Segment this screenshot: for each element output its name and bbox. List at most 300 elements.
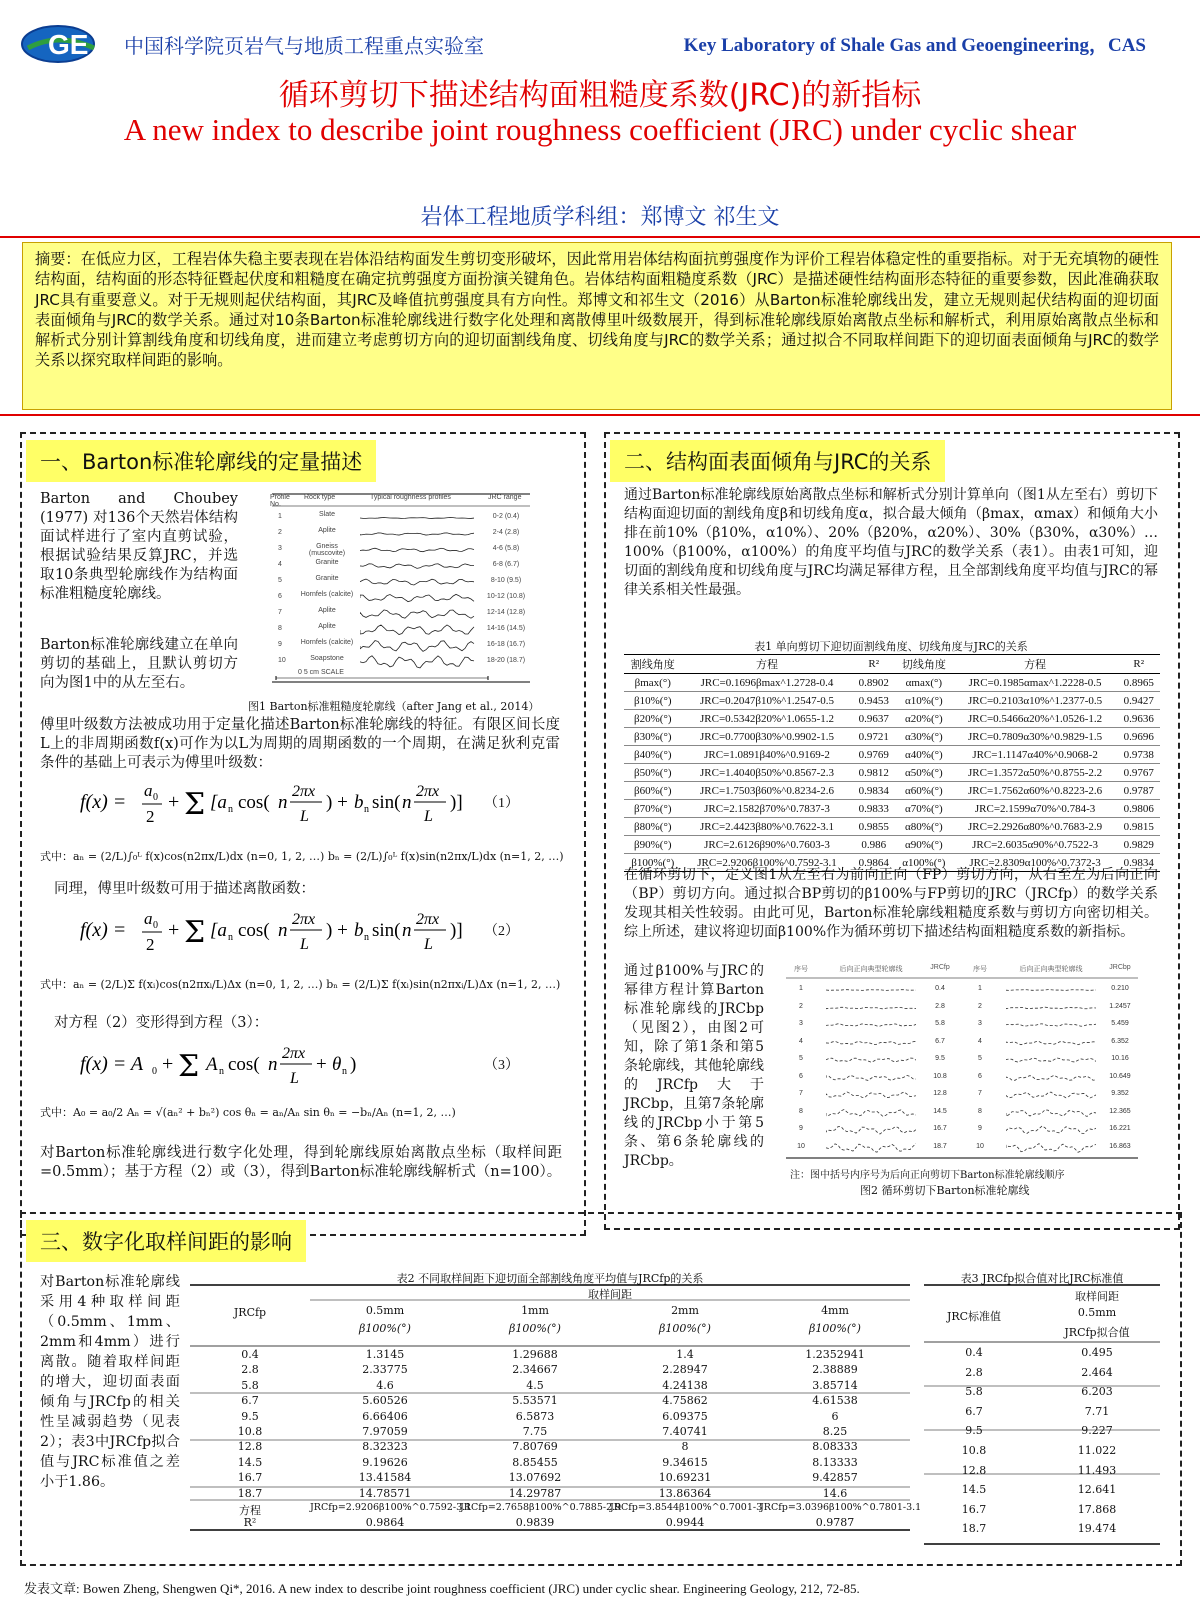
- equation-2-number: （2）: [484, 924, 519, 939]
- sec1-discrete: 同理，傅里叶级数可用于描述离散函数：: [54, 881, 315, 897]
- table-1-cell: 0.9829: [1117, 836, 1160, 854]
- abstract-box: 摘要：在低应力区，工程岩体失稳主要表现在岩体沿结构面发生剪切变形破坏，因此常用岩体结构面抗剪强度作为评价工程岩体稳定性的重要指标。对于无充填物的硬性结构面，结构面的形态特征暨起伏度和粗糙度在确定抗剪强度方面扮演关键角色。岩体结构面粗糙度系数（JRC）是描述硬性结构面形态特征的重要参数，因此准确获取JRC具有重要意义。对于无规则起伏结构面，其JRC及峰值抗剪强度具有方向性。郑博文和祁生文（2016）从Barton标准轮廓线出发，建立无规则起伏结构面的迎切面表面倾角与JRC的数学关系。通过对10条Barton标准轮廓线进行数字化处理和离散傅里叶级数展开，得到标准轮廓线原始离散点坐标和解析式，利用原始离散点坐标和解析式分别计算割线角度和切线角度，进而建立考虑剪切方向的迎切面割线角度、切线角度与JRC的数学关系；通过拟合不同取样间距下的迎切面表面倾角与JRC的数学关系以探究取样间距的影响。: [22, 242, 1172, 410]
- fig2-header: 序号: [973, 966, 987, 973]
- table-1-cell: JRC=1.1147α40%^0.9068-2: [953, 746, 1118, 764]
- table-3-cell: 0.495: [1081, 1346, 1113, 1359]
- fig2-cell: 2.8: [935, 1002, 945, 1010]
- table-2-equation: JRCfp=2.9206β100%^0.7592-3.1: [310, 1502, 472, 1513]
- fig2-cell: 3: [978, 1020, 982, 1027]
- svg-text:Σ: Σ: [184, 787, 206, 822]
- section-2-title: 二、结构面表面倾角与JRC的关系: [610, 440, 945, 482]
- table-1: [624, 654, 1160, 872]
- table-2-unit: β100%(°): [659, 1322, 711, 1335]
- fig1-profile-no: 4: [278, 561, 282, 568]
- table-2-r2-label: R²: [243, 1516, 257, 1529]
- svg-text:[a: [a: [210, 792, 227, 813]
- fig2-profile-line: [1006, 1140, 1096, 1156]
- table-3-cell: 5.8: [965, 1385, 983, 1399]
- fig2-cell: 5: [799, 1055, 803, 1062]
- table-1-cell: JRC=2.9206β100%^0.7592-3.1: [682, 854, 853, 872]
- table-1-cell: JRC=2.1599α70%^0.784-3: [953, 800, 1118, 818]
- svg-text:2πx: 2πx: [416, 911, 440, 928]
- fig1-header-no: Profile No.: [270, 494, 290, 508]
- table-1-cell: α60%(°): [895, 782, 953, 800]
- fig1-profile-no: 5: [278, 577, 282, 584]
- equation-1-note: 式中：aₙ = (2/L)∫₀ᴸ f(x)cos(n2πx/L)dx (n=0, 1, 2, …) bₙ = (2/L)∫₀ᴸ f(x)sin(n2πx/L)dx (n=1, 2, …): [40, 850, 564, 863]
- svg-text:): ): [350, 1054, 357, 1075]
- figure-2: [786, 962, 1138, 1160]
- fig1-profile-row: [268, 638, 530, 654]
- table-2-cell: 13.07692: [508, 1471, 562, 1485]
- svg-text:) +: ) +: [326, 920, 348, 941]
- table-1-row: [624, 782, 1160, 800]
- fig1-profile-row: [268, 590, 530, 606]
- fig2-profile-line: [826, 1070, 916, 1086]
- equation-3: [80, 1038, 540, 1088]
- svg-text:+: +: [168, 919, 180, 941]
- table-2-equation: JRCfp=2.7658β100%^0.7885-2.9: [460, 1502, 622, 1513]
- table-1-cell: βmax(°): [624, 674, 682, 692]
- fig1-rock-type: Aplite: [318, 607, 336, 614]
- table-2-cell: 8.32323: [362, 1440, 408, 1454]
- fig2-cell: 7: [978, 1090, 982, 1097]
- table-1-cell: JRC=0.7809α30%^0.9829-1.5: [953, 728, 1118, 746]
- table-3-col2-mid: 0.5mm: [1077, 1306, 1117, 1319]
- fig1-profile-no: 1: [278, 513, 282, 520]
- figure-1: [268, 492, 534, 692]
- fig1-profile-line: [360, 590, 476, 606]
- table-1-cell: JRC=2.6035α90%^0.7522-3: [953, 836, 1118, 854]
- table-2-cell: 9.5: [241, 1409, 259, 1423]
- table-2-cell: 9.19626: [362, 1455, 408, 1469]
- table-1-cell: β50%(°): [624, 764, 682, 782]
- svg-text:a: a: [144, 781, 153, 800]
- table-2-cell: 5.60526: [362, 1394, 408, 1408]
- table-2-cell: 5.8: [241, 1378, 259, 1392]
- fig2-profile-line: [826, 982, 916, 998]
- fig2-profile-line: [826, 1017, 916, 1033]
- table-1-cell: αmax(°): [895, 674, 953, 692]
- table-1-cell: 0.9834: [1117, 854, 1160, 872]
- table-2-cell: 14.5: [237, 1455, 263, 1469]
- table-2-cell: 10.69231: [658, 1471, 712, 1485]
- table-2-cell: 2.34667: [512, 1363, 558, 1377]
- fig1-profile-row: [268, 622, 530, 638]
- equation-2-note: 式中：aₙ = (2/L)Σ f(xᵢ)cos(n2πxᵢ/L)Δx (n=0, 1, 2, …) bₙ = (2/L)Σ f(xᵢ)sin(n2πxᵢ/L)Δx (n=1, 2, …): [40, 978, 561, 991]
- table-3-cell: 2.8: [965, 1365, 983, 1379]
- figure-2-caption: 图2 循环剪切下Barton标准轮廓线: [860, 1184, 1030, 1197]
- table-2-cell: 14.78571: [358, 1486, 412, 1500]
- table-2-cell: 2.33775: [362, 1363, 408, 1377]
- fig1-rock-type: Gneiss (muscovite): [308, 543, 346, 557]
- fig2-cell: 9.5: [935, 1055, 945, 1062]
- table-2-spacing: 1mm: [521, 1304, 549, 1317]
- table-2-cell: 13.86364: [658, 1486, 712, 1500]
- table-3-cell: 6.203: [1081, 1385, 1113, 1399]
- fig2-profile-line: [1006, 1122, 1096, 1138]
- fig1-rock-type: Hornfels (calcite): [300, 591, 354, 598]
- table-2-cell: 9.42857: [812, 1471, 858, 1485]
- table-1-cell: JRC=2.8309α100%^0.7372-3: [953, 854, 1118, 872]
- lab-logo: [18, 18, 114, 68]
- table-2-cell: 18.7: [237, 1486, 263, 1500]
- fig2-profile-line: [1006, 1035, 1096, 1051]
- table-3-cell: 0.4: [965, 1346, 983, 1359]
- table-2-cell: 2.38889: [812, 1363, 858, 1377]
- table-2-cell: 14.29787: [508, 1486, 562, 1500]
- fig2-cell: 16.7: [933, 1125, 947, 1132]
- fig2-profile-line: [1006, 982, 1096, 998]
- fig1-profile-line: [360, 558, 476, 574]
- fig2-cell: 2: [799, 1002, 803, 1010]
- table-2-cell: 4.75862: [662, 1394, 708, 1408]
- fig1-profile-line: [360, 526, 476, 542]
- table-1-row: [624, 836, 1160, 854]
- table-3-cell: 10.8: [961, 1444, 987, 1457]
- table-2-r2: 0.9787: [815, 1516, 855, 1529]
- table-2-cell: 8: [681, 1440, 689, 1454]
- svg-text:2πx: 2πx: [282, 1045, 306, 1062]
- fig2-cell: 3: [799, 1020, 803, 1027]
- divider-top: [0, 236, 1200, 238]
- svg-text:0: 0: [152, 1066, 157, 1077]
- table-1-cell: α50%(°): [895, 764, 953, 782]
- fig2-cell: 5.459: [1111, 1020, 1129, 1027]
- section-3-title: 三、数字化取样间距的影响: [26, 1220, 306, 1262]
- table-1-cell: JRC=0.5342β20%^1.0655-1.2: [682, 710, 853, 728]
- fig2-profile-line: [826, 1087, 916, 1103]
- table-3-cell: 7.71: [1084, 1404, 1110, 1418]
- fig2-cell: 5: [978, 1055, 982, 1062]
- svg-text:2πx: 2πx: [292, 783, 316, 800]
- table-1-cell: α70%(°): [895, 800, 953, 818]
- fig2-cell: 6: [799, 1072, 803, 1080]
- fig1-profile-no: 6: [278, 593, 282, 600]
- fig2-cell: 1.2457: [1109, 1002, 1131, 1010]
- fig1-profile-no: 8: [278, 625, 282, 632]
- svg-text:+: +: [316, 1054, 327, 1075]
- fig1-profile-line: [360, 606, 476, 622]
- svg-text:L: L: [300, 936, 309, 953]
- table-1-cell: JRC=0.7700β30%^0.9902-1.5: [682, 728, 853, 746]
- table-1-cell: β90%(°): [624, 836, 682, 854]
- table-2-cell: 1.3145: [365, 1348, 405, 1361]
- table-1-row: [624, 674, 1160, 692]
- svg-text:f(x) =: f(x) =: [80, 791, 127, 813]
- table-1-cell: 0.9738: [1117, 746, 1160, 764]
- fig2-cell: 4: [799, 1037, 803, 1045]
- table-1-cell: β10%(°): [624, 692, 682, 710]
- table-2-cell: 8.08333: [812, 1440, 858, 1454]
- table-3-cell: 6.7: [965, 1404, 983, 1418]
- fig2-cell: 9: [978, 1125, 982, 1132]
- fig2-profile-line: [826, 1140, 916, 1156]
- table-2-cell: 14.6: [822, 1486, 848, 1500]
- table-2-cell: 7.75: [522, 1425, 548, 1438]
- equation-1-number: （1）: [484, 796, 519, 811]
- table-1-cell: 0.986: [852, 836, 895, 854]
- table-3-cell: 17.868: [1077, 1502, 1117, 1516]
- fig2-cell: 8: [978, 1107, 982, 1115]
- svg-text:n: n: [342, 1066, 347, 1077]
- fig1-header-profile: Typical roughness profiles: [370, 494, 451, 501]
- title-en: A new index to describe joint roughness coefficient (JRC) under cyclic shear: [123, 112, 1077, 147]
- fig2-cell: 10: [797, 1142, 805, 1150]
- svg-text:n: n: [402, 792, 412, 813]
- table-2-cell: 3.85714: [812, 1378, 858, 1392]
- table-1-cell: 0.9812: [852, 764, 895, 782]
- table-2-cell: 6.09375: [662, 1409, 708, 1423]
- sec2-figure-text: 通过β100%与JRC的幂律方程计算Barton标准轮廓线的JRCbp（见图2），由图2可知，除了第1条和第5条轮廓线，其他轮廓线的JRCfp大于JRCbp，且第7条轮廓线的JRCbp小于第5条、第6条轮廓线的JRCbp。: [624, 963, 764, 1169]
- fig2-cell: 0.4: [935, 985, 945, 992]
- fig1-jrc-range: 8-10 (9.5): [490, 577, 522, 584]
- table-1-cell: JRC=2.1582β70%^0.7837-3: [682, 800, 853, 818]
- table-1-cell: 0.9636: [1117, 710, 1160, 728]
- table-2-cell: 4.5: [526, 1378, 544, 1392]
- fig1-rock-type: Aplite: [318, 623, 336, 630]
- svg-text:2πx: 2πx: [416, 783, 440, 800]
- table-1-cell: 0.9696: [1117, 728, 1160, 746]
- table-2-equation: JRCfp=3.8544β100%^0.7001-3: [610, 1502, 763, 1513]
- table-2-cell: 8.13333: [812, 1455, 858, 1469]
- table-1-header: 方程: [682, 655, 853, 674]
- fig2-cell: 0.210: [1111, 985, 1129, 992]
- fig1-scale: 0 5 cm SCALE: [298, 669, 344, 676]
- table-1-caption: 表1 单向剪切下迎切面割线角度、切线角度与JRC的关系: [754, 640, 1028, 653]
- table-3-cell: 2.464: [1081, 1365, 1113, 1379]
- fig2-header: 序号: [794, 966, 808, 973]
- table-1-cell: JRC=2.2926α80%^0.7683-2.9: [953, 818, 1118, 836]
- fig2-cell: 8: [799, 1107, 803, 1115]
- fig1-rock-type: Soapstone: [310, 655, 344, 662]
- authors: 岩体工程地质学科组：郑博文 祁生文: [420, 205, 780, 230]
- svg-text:n: n: [228, 804, 233, 815]
- table-1-cell: 0.9833: [852, 800, 895, 818]
- divider-bottom: [0, 414, 1200, 416]
- table-1-cell: α10%(°): [895, 692, 953, 710]
- sec1-intro: Barton and Choubey (1977) 对136个天然岩体结构面试样进行了室内直剪试验，根据试验结果反算JRC，并选取10条典型轮廓线作为结构面标准粗糙度轮廓线。: [40, 491, 238, 602]
- table-2-cell: 1.2352941: [805, 1348, 865, 1361]
- fig1-jrc-range: 16-18 (16.7): [486, 641, 526, 648]
- table-1-row: [624, 692, 1160, 710]
- table-1-cell: β20%(°): [624, 710, 682, 728]
- table-1-row: [624, 728, 1160, 746]
- sec1-digitize: 对Barton标准轮廓线进行数字化处理，得到轮廓线原始离散点坐标（取样间距=0.5mm）；基于方程（2）或（3），得到Barton标准轮廓线解析式（n=100）。: [40, 1145, 562, 1180]
- table-1-cell: 0.9787: [1117, 782, 1160, 800]
- svg-text:sin(: sin(: [372, 792, 401, 813]
- table-2-group-label: 取样间距: [588, 1288, 632, 1301]
- table-3-cell: 19.474: [1077, 1522, 1117, 1536]
- table-3-cell: 16.7: [961, 1502, 987, 1516]
- table-1-cell: 0.9834: [852, 782, 895, 800]
- fig2-cell: 14.5: [933, 1107, 947, 1115]
- fig1-profile-row: [268, 654, 530, 670]
- table-1-cell: β40%(°): [624, 746, 682, 764]
- table-1-cell: β30%(°): [624, 728, 682, 746]
- table-1-cell: 0.9453: [852, 692, 895, 710]
- table-2-r2: 0.9839: [515, 1516, 555, 1529]
- table-2-spacing: 0.5mm: [365, 1304, 405, 1317]
- svg-text:n: n: [278, 792, 288, 813]
- fig1-profile-no: 3: [278, 545, 282, 552]
- table-1-header: 方程: [953, 655, 1118, 674]
- figure-2-note: 注：图中括号内序号为后向正向剪切下Barton标准轮廓线顺序: [790, 1170, 1065, 1181]
- svg-text:n: n: [268, 1054, 278, 1075]
- svg-text:2πx: 2πx: [292, 911, 316, 928]
- table-1-cell: JRC=0.2047β10%^1.2547-0.5: [682, 692, 853, 710]
- fig2-cell: 10.8: [933, 1072, 947, 1080]
- fig1-profile-line: [360, 622, 476, 638]
- table-2-jrc-header: JRCfp: [233, 1306, 267, 1319]
- fig2-header: JRCbp: [1109, 964, 1131, 971]
- table-1-cell: JRC=1.7503β60%^0.8234-2.6: [682, 782, 853, 800]
- table-1-cell: α90%(°): [895, 836, 953, 854]
- equation-3-note: 式中：A₀ = a₀/2 Aₙ = √(aₙ² + bₙ²) cos θₙ = aₙ/Aₙ sin θₙ = −bₙ/Aₙ (n=1, 2, …): [40, 1106, 456, 1119]
- fig1-profile-row: [268, 574, 530, 590]
- table-2-cell: 16.7: [237, 1471, 263, 1485]
- table-1-cell: JRC=1.4040β50%^0.8567-2.3: [682, 764, 853, 782]
- svg-text:f(x) = A: f(x) = A: [80, 1053, 144, 1075]
- table-1-cell: JRC=2.4423β80%^0.7622-3.1: [682, 818, 853, 836]
- fig2-cell: 6: [978, 1072, 982, 1080]
- table-2-equation: JRCfp=3.0396β100%^0.7801-3.1: [760, 1502, 922, 1513]
- fig2-cell: 10: [976, 1142, 984, 1150]
- sec1-fourier: 傅里叶级数方法被成功用于定量化描述Barton标准轮廓线的特征。有限区间长度L上的非周期函数f(x)可作为以L为周期的周期函数的一个周期，在满足狄利克雷条件的基础上可表示为傅里叶级数：: [40, 717, 560, 771]
- fig1-profile-row: [268, 510, 530, 526]
- table-2-cell: 2.28947: [662, 1363, 708, 1377]
- table-1-cell: 0.8965: [1117, 674, 1160, 692]
- equation-1: [80, 776, 540, 826]
- svg-text:A: A: [206, 1054, 218, 1075]
- table-1-cell: 0.9721: [852, 728, 895, 746]
- table-1-cell: JRC=0.1985αmax^1.2228-0.5: [953, 674, 1118, 692]
- fig2-profile-line: [826, 1035, 916, 1051]
- table-1-cell: β60%(°): [624, 782, 682, 800]
- table-1-header: 切线角度: [895, 655, 953, 674]
- fig1-jrc-range: 2-4 (2.8): [492, 529, 520, 536]
- table-1-cell: α20%(°): [895, 710, 953, 728]
- table-1-header: R²: [1117, 655, 1160, 674]
- table-2-spacing: 4mm: [821, 1304, 849, 1317]
- table-1-cell: JRC=0.5466α20%^1.0526-1.2: [953, 710, 1118, 728]
- fig1-jrc-range: 0-2 (0.4): [492, 513, 520, 520]
- table-2-cell: 6.7: [241, 1394, 259, 1408]
- figure-1-caption: 图1 Barton标准粗糙度轮廓线（after Jang et al., 2014）: [248, 700, 540, 713]
- svg-text:2: 2: [146, 935, 155, 954]
- svg-text:L: L: [300, 808, 309, 825]
- table-2-caption: 表2 不同取样间距下迎切面全部割线角度平均值与JRCfp的关系: [396, 1272, 704, 1285]
- svg-text:n: n: [219, 1066, 224, 1077]
- sec3-text: 对Barton标准轮廓线采用4种取样间距（0.5mm、1mm、2mm和4mm）进行离散。随着取样间距的增大，迎切面表面倾角与JRCfp的相关性呈减弱趋势（见表2）；表3中JRCfp拟合值与JRC标准值之差小于1.86。: [40, 1274, 180, 1490]
- table-2-cell: 0.4: [241, 1348, 259, 1361]
- table-2-cell: 1.4: [676, 1348, 694, 1361]
- equation-2: [80, 904, 540, 954]
- lab-name-cn: 中国科学院页岩气与地质工程重点实验室: [124, 34, 484, 58]
- svg-text:n: n: [364, 804, 369, 815]
- table-3-col2-top: 取样间距: [1075, 1290, 1119, 1303]
- fig2-cell: 10.649: [1109, 1072, 1131, 1080]
- fig1-profile-no: 2: [278, 529, 282, 536]
- table-2-r2: 0.9864: [365, 1516, 405, 1529]
- table-1-row: [624, 818, 1160, 836]
- svg-text:sin(: sin(: [372, 920, 401, 941]
- fig1-header-jrc: JRC range: [488, 494, 522, 501]
- table-3-caption: 表3 JRCfp拟合值对比JRC标准值: [960, 1272, 1124, 1285]
- fig2-cell: 10.16: [1111, 1055, 1129, 1062]
- svg-text:cos(: cos(: [238, 920, 270, 941]
- table-1-cell: β80%(°): [624, 818, 682, 836]
- fig1-jrc-range: 6-8 (6.7): [492, 561, 520, 568]
- table-2-cell: 13.41584: [358, 1471, 412, 1485]
- title-cn: 循环剪切下描述结构面粗糙度系数(JRC)的新指标: [278, 78, 922, 113]
- fig2-profile-line: [1006, 1017, 1096, 1033]
- fig1-profile-row: [268, 542, 530, 558]
- svg-text:n: n: [402, 920, 412, 941]
- svg-text:Σ: Σ: [178, 1049, 200, 1084]
- table-1-cell: 0.9855: [852, 818, 895, 836]
- table-2-cell: 1.29688: [512, 1348, 558, 1361]
- table-2-cell: 2.8: [241, 1363, 259, 1377]
- svg-text:Σ: Σ: [184, 915, 206, 950]
- fig1-profile-line: [360, 510, 476, 526]
- table-2-cell: 5.53571: [512, 1394, 558, 1408]
- table-1-cell: 0.9815: [1117, 818, 1160, 836]
- table-1-header: R²: [852, 655, 895, 674]
- fig2-profile-line: [1006, 1070, 1096, 1086]
- table-2-spacing: 2mm: [671, 1304, 699, 1317]
- table-2-cell: 6: [831, 1409, 839, 1423]
- table-1-cell: α80%(°): [895, 818, 953, 836]
- fig1-rock-type: Granite: [315, 559, 339, 566]
- fig2-header: 后向正向典型轮廓线: [839, 966, 903, 973]
- table-2-cell: 4.61538: [812, 1394, 858, 1408]
- svg-text:n: n: [228, 932, 233, 943]
- table-3-cell: 14.5: [961, 1483, 987, 1497]
- svg-text:+: +: [162, 1053, 174, 1075]
- table-1-cell: 0.9427: [1117, 692, 1160, 710]
- svg-text:)]: )]: [450, 920, 463, 941]
- table-1-cell: JRC=1.3572α50%^0.8755-2.2: [953, 764, 1118, 782]
- table-1-cell: α100%(°): [895, 854, 953, 872]
- table-2-cell: 4.24138: [662, 1378, 708, 1392]
- svg-text:+: +: [168, 791, 180, 813]
- fig2-header: 后向正向典型轮廓线: [1019, 966, 1083, 973]
- table-2-cell: 10.8: [237, 1425, 263, 1438]
- table-1-grid: [624, 654, 1160, 872]
- fig2-cell: 6.352: [1111, 1037, 1129, 1045]
- table-2-unit: β100%(°): [509, 1322, 561, 1335]
- table-1-row: [624, 746, 1160, 764]
- svg-text:[a: [a: [210, 920, 227, 941]
- svg-text:cos(: cos(: [238, 792, 270, 813]
- fig2-cell: 12.8: [933, 1090, 947, 1097]
- table-2-unit: β100%(°): [359, 1322, 411, 1335]
- equation-3-formula: [80, 1038, 500, 1088]
- table-1-cell: 0.9637: [852, 710, 895, 728]
- table-1-cell: 0.9864: [852, 854, 895, 872]
- fig1-jrc-range: 18-20 (18.7): [486, 657, 526, 664]
- fig1-rock-type: Slate: [319, 511, 335, 518]
- table-3-col2-bot: JRCfp拟合值: [1064, 1326, 1130, 1339]
- table-1-cell: 0.9769: [852, 746, 895, 764]
- table-1-cell: 0.9767: [1117, 764, 1160, 782]
- fig1-profile-no: 10: [278, 657, 286, 664]
- sec1-direction: Barton标准轮廓线建立在单向剪切的基础上，且默认剪切方向为图1中的从左至右。: [40, 637, 238, 691]
- fig2-cell: 2: [978, 1002, 982, 1010]
- table-1-cell: JRC=2.6126β90%^0.7603-3: [682, 836, 853, 854]
- fig2-cell: 4: [978, 1037, 982, 1045]
- table-1-cell: JRC=1.0891β40%^0.9169-2: [682, 746, 853, 764]
